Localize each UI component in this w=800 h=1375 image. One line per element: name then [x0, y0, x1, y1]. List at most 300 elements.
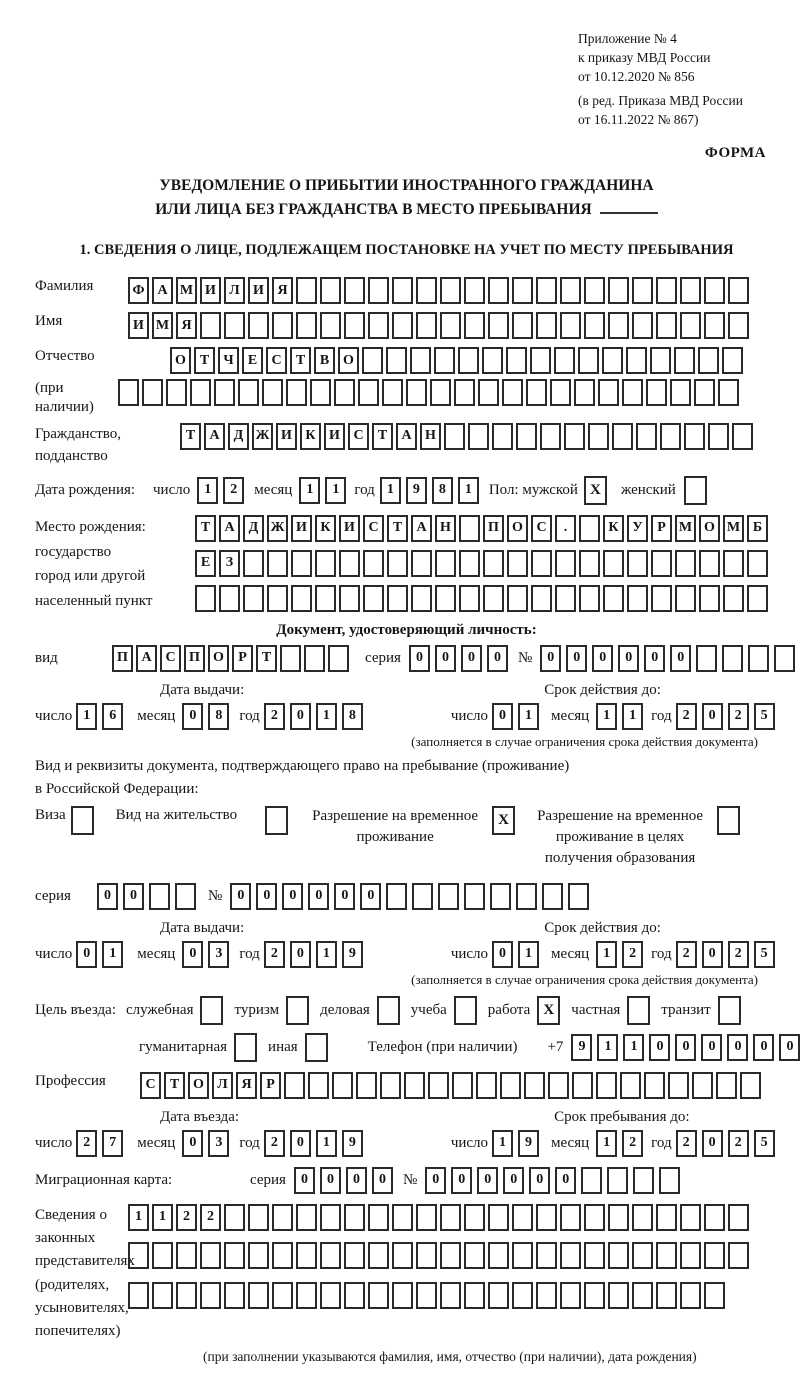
char-box[interactable] — [584, 277, 605, 304]
char-box[interactable] — [262, 379, 283, 406]
char-box[interactable] — [659, 1167, 680, 1194]
birth-year-input[interactable] — [380, 477, 479, 504]
char-box[interactable] — [506, 347, 527, 374]
char-box[interactable] — [584, 1204, 605, 1231]
char-box[interactable] — [368, 1242, 389, 1269]
char-box[interactable] — [284, 1072, 305, 1099]
char-box[interactable] — [368, 312, 389, 339]
char-box[interactable] — [698, 347, 719, 374]
char-box[interactable] — [531, 550, 552, 577]
char-box[interactable] — [392, 1282, 413, 1309]
char-box[interactable] — [608, 1242, 629, 1269]
char-box[interactable] — [723, 585, 744, 612]
representatives-row3[interactable] — [128, 1282, 749, 1309]
char-box[interactable] — [555, 550, 576, 577]
char-box[interactable] — [507, 585, 528, 612]
char-box[interactable]: 1 — [623, 1034, 644, 1061]
char-box[interactable] — [214, 379, 235, 406]
char-box[interactable] — [548, 1072, 569, 1099]
char-box[interactable] — [411, 585, 432, 612]
char-box[interactable]: 0 — [492, 941, 513, 968]
char-box[interactable] — [718, 379, 739, 406]
doc-series-input[interactable] — [409, 645, 508, 672]
char-box[interactable]: 1 — [596, 941, 617, 968]
entry-day-input[interactable] — [76, 1130, 123, 1157]
char-box[interactable] — [416, 1282, 437, 1309]
char-box[interactable] — [482, 347, 503, 374]
char-box[interactable] — [512, 1282, 533, 1309]
char-box[interactable] — [296, 1204, 317, 1231]
char-box[interactable]: С — [160, 645, 181, 672]
char-box[interactable]: 0 — [529, 1167, 550, 1194]
char-box[interactable] — [660, 423, 681, 450]
char-box[interactable] — [748, 645, 769, 672]
char-box[interactable]: 7 — [102, 1130, 123, 1157]
char-box[interactable]: Л — [224, 277, 245, 304]
char-box[interactable]: 0 — [492, 703, 513, 730]
char-box[interactable] — [627, 585, 648, 612]
char-box[interactable] — [670, 379, 691, 406]
char-box[interactable]: 0 — [290, 703, 311, 730]
char-box[interactable]: Т — [194, 347, 215, 374]
char-box[interactable] — [607, 1167, 628, 1194]
char-box[interactable]: Ж — [267, 515, 288, 542]
char-box[interactable] — [411, 550, 432, 577]
char-box[interactable] — [696, 645, 717, 672]
char-box[interactable] — [412, 883, 433, 910]
char-box[interactable]: 1 — [325, 477, 346, 504]
char-box[interactable]: 1 — [492, 1130, 513, 1157]
char-box[interactable] — [488, 277, 509, 304]
char-box[interactable] — [740, 1072, 761, 1099]
char-box[interactable] — [238, 379, 259, 406]
char-box[interactable]: В — [314, 347, 335, 374]
char-box[interactable] — [440, 312, 461, 339]
char-box[interactable]: 1 — [518, 941, 539, 968]
char-box[interactable] — [368, 277, 389, 304]
char-box[interactable]: П — [184, 645, 205, 672]
char-box[interactable] — [704, 277, 725, 304]
char-box[interactable] — [464, 312, 485, 339]
char-box[interactable] — [492, 423, 513, 450]
char-box[interactable]: 1 — [380, 477, 401, 504]
char-box[interactable] — [603, 585, 624, 612]
char-box[interactable] — [488, 1242, 509, 1269]
permit-valid-month-input[interactable] — [596, 941, 643, 968]
char-box[interactable] — [358, 379, 379, 406]
char-box[interactable]: Н — [435, 515, 456, 542]
char-box[interactable] — [320, 1282, 341, 1309]
char-box[interactable] — [507, 550, 528, 577]
purpose-option-checkbox[interactable] — [718, 996, 741, 1025]
char-box[interactable] — [596, 1072, 617, 1099]
char-box[interactable] — [608, 1282, 629, 1309]
char-box[interactable]: 2 — [728, 1130, 749, 1157]
char-box[interactable] — [416, 312, 437, 339]
purpose-option-checkbox[interactable] — [234, 1033, 257, 1062]
char-box[interactable]: Д — [228, 423, 249, 450]
char-box[interactable] — [296, 1282, 317, 1309]
char-box[interactable] — [668, 1072, 689, 1099]
char-box[interactable] — [128, 1242, 149, 1269]
char-box[interactable] — [584, 312, 605, 339]
char-box[interactable] — [328, 645, 349, 672]
char-box[interactable] — [644, 1072, 665, 1099]
birth-month-input[interactable] — [299, 477, 346, 504]
char-box[interactable] — [416, 1204, 437, 1231]
char-box[interactable]: 6 — [102, 703, 123, 730]
char-box[interactable] — [320, 1204, 341, 1231]
stay-year-input[interactable] — [676, 1130, 775, 1157]
char-box[interactable]: 2 — [200, 1204, 221, 1231]
char-box[interactable] — [332, 1072, 353, 1099]
char-box[interactable] — [704, 1282, 725, 1309]
char-box[interactable] — [219, 585, 240, 612]
char-box[interactable]: 2 — [676, 941, 697, 968]
char-box[interactable] — [454, 379, 475, 406]
char-box[interactable] — [774, 645, 795, 672]
char-box[interactable]: Т — [164, 1072, 185, 1099]
doc-issue-month-input[interactable] — [182, 703, 229, 730]
char-box[interactable] — [464, 1242, 485, 1269]
char-box[interactable] — [568, 883, 589, 910]
char-box[interactable] — [435, 550, 456, 577]
char-box[interactable] — [392, 277, 413, 304]
char-box[interactable]: З — [219, 550, 240, 577]
char-box[interactable]: 2 — [264, 941, 285, 968]
char-box[interactable]: Т — [290, 347, 311, 374]
char-box[interactable]: 0 — [290, 1130, 311, 1157]
char-box[interactable] — [578, 347, 599, 374]
char-box[interactable]: 8 — [432, 477, 453, 504]
char-box[interactable] — [536, 312, 557, 339]
char-box[interactable] — [392, 1242, 413, 1269]
surname-input[interactable] — [128, 277, 749, 304]
char-box[interactable] — [339, 585, 360, 612]
char-box[interactable] — [272, 312, 293, 339]
char-box[interactable] — [554, 347, 575, 374]
char-box[interactable] — [680, 1242, 701, 1269]
char-box[interactable] — [315, 550, 336, 577]
char-box[interactable]: 2 — [622, 941, 643, 968]
char-box[interactable] — [560, 1282, 581, 1309]
char-box[interactable]: 1 — [316, 941, 337, 968]
char-box[interactable] — [175, 883, 196, 910]
char-box[interactable] — [646, 379, 667, 406]
char-box[interactable]: И — [291, 515, 312, 542]
char-box[interactable] — [438, 883, 459, 910]
char-box[interactable]: 2 — [223, 477, 244, 504]
char-box[interactable] — [344, 1282, 365, 1309]
char-box[interactable] — [632, 1282, 653, 1309]
char-box[interactable]: У — [627, 515, 648, 542]
char-box[interactable] — [363, 550, 384, 577]
temp-residence-edu-checkbox[interactable] — [717, 806, 740, 835]
char-box[interactable] — [404, 1072, 425, 1099]
char-box[interactable] — [368, 1204, 389, 1231]
char-box[interactable] — [632, 277, 653, 304]
char-box[interactable]: И — [276, 423, 297, 450]
patronymic-input-2[interactable] — [118, 379, 739, 406]
citizenship-input[interactable] — [180, 423, 753, 450]
char-box[interactable]: 1 — [76, 703, 97, 730]
char-box[interactable]: . — [555, 515, 576, 542]
char-box[interactable]: 2 — [76, 1130, 97, 1157]
char-box[interactable] — [728, 1242, 749, 1269]
char-box[interactable] — [692, 1072, 713, 1099]
char-box[interactable]: 9 — [571, 1034, 592, 1061]
char-box[interactable] — [708, 423, 729, 450]
char-box[interactable]: 5 — [754, 941, 775, 968]
sex-female-checkbox[interactable] — [684, 476, 707, 505]
char-box[interactable] — [459, 550, 480, 577]
char-box[interactable] — [608, 277, 629, 304]
char-box[interactable]: 0 — [425, 1167, 446, 1194]
char-box[interactable]: И — [128, 312, 149, 339]
char-box[interactable] — [339, 550, 360, 577]
char-box[interactable]: Р — [651, 515, 672, 542]
char-box[interactable] — [344, 277, 365, 304]
char-box[interactable] — [356, 1072, 377, 1099]
char-box[interactable] — [516, 883, 537, 910]
char-box[interactable]: 0 — [360, 883, 381, 910]
char-box[interactable]: С — [266, 347, 287, 374]
char-box[interactable] — [650, 347, 671, 374]
char-box[interactable] — [392, 1204, 413, 1231]
char-box[interactable] — [699, 585, 720, 612]
permit-issue-month-input[interactable] — [182, 941, 229, 968]
char-box[interactable] — [656, 1242, 677, 1269]
char-box[interactable] — [656, 1282, 677, 1309]
char-box[interactable] — [579, 515, 600, 542]
char-box[interactable]: 8 — [342, 703, 363, 730]
char-box[interactable]: П — [483, 515, 504, 542]
char-box[interactable] — [458, 347, 479, 374]
char-box[interactable] — [410, 347, 431, 374]
char-box[interactable]: 2 — [176, 1204, 197, 1231]
char-box[interactable] — [572, 1072, 593, 1099]
char-box[interactable]: 2 — [264, 703, 285, 730]
char-box[interactable] — [588, 423, 609, 450]
char-box[interactable] — [488, 312, 509, 339]
char-box[interactable]: 1 — [458, 477, 479, 504]
char-box[interactable]: М — [723, 515, 744, 542]
entry-year-input[interactable] — [264, 1130, 363, 1157]
char-box[interactable]: Т — [256, 645, 277, 672]
char-box[interactable] — [536, 1204, 557, 1231]
char-box[interactable] — [536, 1282, 557, 1309]
char-box[interactable]: 2 — [728, 941, 749, 968]
char-box[interactable]: Я — [236, 1072, 257, 1099]
char-box[interactable] — [310, 379, 331, 406]
char-box[interactable] — [430, 379, 451, 406]
char-box[interactable]: О — [170, 347, 191, 374]
char-box[interactable] — [626, 347, 647, 374]
char-box[interactable]: О — [699, 515, 720, 542]
char-box[interactable]: 1 — [596, 1130, 617, 1157]
char-box[interactable]: 0 — [372, 1167, 393, 1194]
char-box[interactable] — [674, 347, 695, 374]
char-box[interactable]: 0 — [451, 1167, 472, 1194]
char-box[interactable] — [344, 1242, 365, 1269]
patronymic-input[interactable] — [170, 347, 743, 374]
char-box[interactable] — [428, 1072, 449, 1099]
birthplace-row1[interactable] — [195, 515, 768, 542]
char-box[interactable] — [531, 585, 552, 612]
char-box[interactable]: 0 — [409, 645, 430, 672]
char-box[interactable]: 1 — [299, 477, 320, 504]
char-box[interactable]: 0 — [702, 1130, 723, 1157]
stay-month-input[interactable] — [596, 1130, 643, 1157]
char-box[interactable]: И — [339, 515, 360, 542]
char-box[interactable]: 8 — [208, 703, 229, 730]
char-box[interactable] — [387, 585, 408, 612]
char-box[interactable] — [118, 379, 139, 406]
temp-residence-checkbox[interactable]: X — [492, 806, 515, 835]
char-box[interactable] — [716, 1072, 737, 1099]
char-box[interactable] — [550, 379, 571, 406]
char-box[interactable]: 0 — [97, 883, 118, 910]
char-box[interactable] — [512, 1242, 533, 1269]
char-box[interactable] — [560, 312, 581, 339]
char-box[interactable]: 9 — [518, 1130, 539, 1157]
char-box[interactable] — [579, 550, 600, 577]
char-box[interactable] — [243, 585, 264, 612]
char-box[interactable] — [334, 379, 355, 406]
char-box[interactable] — [344, 1204, 365, 1231]
char-box[interactable] — [608, 312, 629, 339]
purpose-option-checkbox[interactable] — [627, 996, 650, 1025]
char-box[interactable] — [272, 1242, 293, 1269]
char-box[interactable] — [512, 312, 533, 339]
doc-valid-year-input[interactable] — [676, 703, 775, 730]
char-box[interactable] — [190, 379, 211, 406]
char-box[interactable] — [248, 1282, 269, 1309]
char-box[interactable]: Ф — [128, 277, 149, 304]
char-box[interactable] — [478, 379, 499, 406]
char-box[interactable] — [560, 277, 581, 304]
char-box[interactable] — [500, 1072, 521, 1099]
char-box[interactable] — [166, 379, 187, 406]
char-box[interactable] — [747, 585, 768, 612]
char-box[interactable] — [694, 379, 715, 406]
char-box[interactable] — [704, 1242, 725, 1269]
purpose-option-checkbox[interactable] — [200, 996, 223, 1025]
char-box[interactable] — [560, 1204, 581, 1231]
purpose-option-checkbox[interactable]: X — [537, 996, 560, 1025]
char-box[interactable] — [608, 1204, 629, 1231]
char-box[interactable]: О — [507, 515, 528, 542]
char-box[interactable]: А — [204, 423, 225, 450]
char-box[interactable] — [248, 312, 269, 339]
char-box[interactable] — [684, 423, 705, 450]
char-box[interactable] — [488, 1204, 509, 1231]
char-box[interactable]: Я — [176, 312, 197, 339]
char-box[interactable]: 0 — [649, 1034, 670, 1061]
char-box[interactable] — [675, 550, 696, 577]
char-box[interactable] — [362, 347, 383, 374]
char-box[interactable]: 0 — [123, 883, 144, 910]
char-box[interactable] — [490, 883, 511, 910]
char-box[interactable] — [564, 423, 585, 450]
char-box[interactable] — [459, 515, 480, 542]
char-box[interactable]: 0 — [487, 645, 508, 672]
doc-valid-month-input[interactable] — [596, 703, 643, 730]
doc-number-input[interactable] — [540, 645, 800, 672]
char-box[interactable] — [502, 379, 523, 406]
char-box[interactable] — [656, 277, 677, 304]
char-box[interactable]: 0 — [308, 883, 329, 910]
char-box[interactable] — [627, 550, 648, 577]
permit-valid-year-input[interactable] — [676, 941, 775, 968]
migration-series-input[interactable] — [294, 1167, 393, 1194]
char-box[interactable]: С — [348, 423, 369, 450]
char-box[interactable] — [540, 423, 561, 450]
char-box[interactable] — [386, 347, 407, 374]
char-box[interactable] — [440, 1204, 461, 1231]
char-box[interactable] — [386, 883, 407, 910]
char-box[interactable]: И — [200, 277, 221, 304]
char-box[interactable]: 0 — [675, 1034, 696, 1061]
char-box[interactable] — [152, 1242, 173, 1269]
char-box[interactable]: 0 — [702, 703, 723, 730]
char-box[interactable] — [152, 1282, 173, 1309]
char-box[interactable] — [512, 277, 533, 304]
char-box[interactable] — [291, 550, 312, 577]
char-box[interactable]: И — [248, 277, 269, 304]
char-box[interactable] — [200, 1242, 221, 1269]
char-box[interactable] — [574, 379, 595, 406]
char-box[interactable] — [612, 423, 633, 450]
char-box[interactable]: К — [603, 515, 624, 542]
char-box[interactable] — [488, 1282, 509, 1309]
char-box[interactable]: 1 — [197, 477, 218, 504]
char-box[interactable] — [444, 423, 465, 450]
birthplace-row3[interactable] — [195, 585, 768, 612]
residence-permit-checkbox[interactable] — [265, 806, 288, 835]
char-box[interactable]: П — [112, 645, 133, 672]
permit-series-input[interactable] — [97, 883, 196, 910]
char-box[interactable]: 0 — [294, 1167, 315, 1194]
char-box[interactable]: 0 — [618, 645, 639, 672]
sex-male-checkbox[interactable]: X — [584, 476, 607, 505]
char-box[interactable]: 0 — [753, 1034, 774, 1061]
char-box[interactable] — [248, 1242, 269, 1269]
char-box[interactable]: 1 — [518, 703, 539, 730]
char-box[interactable] — [516, 423, 537, 450]
char-box[interactable] — [581, 1167, 602, 1194]
char-box[interactable] — [368, 1282, 389, 1309]
char-box[interactable]: М — [176, 277, 197, 304]
representatives-row1[interactable] — [128, 1204, 749, 1231]
char-box[interactable] — [286, 379, 307, 406]
purpose-option-checkbox[interactable] — [305, 1033, 328, 1062]
char-box[interactable] — [267, 550, 288, 577]
char-box[interactable] — [267, 585, 288, 612]
birth-day-input[interactable] — [197, 477, 244, 504]
char-box[interactable] — [224, 312, 245, 339]
char-box[interactable] — [308, 1072, 329, 1099]
char-box[interactable] — [406, 379, 427, 406]
permit-number-input[interactable] — [230, 883, 589, 910]
char-box[interactable]: Р — [232, 645, 253, 672]
char-box[interactable] — [722, 645, 743, 672]
char-box[interactable]: 2 — [264, 1130, 285, 1157]
char-box[interactable] — [542, 883, 563, 910]
birthplace-row2[interactable] — [195, 550, 768, 577]
name-input[interactable] — [128, 312, 749, 339]
char-box[interactable] — [728, 277, 749, 304]
